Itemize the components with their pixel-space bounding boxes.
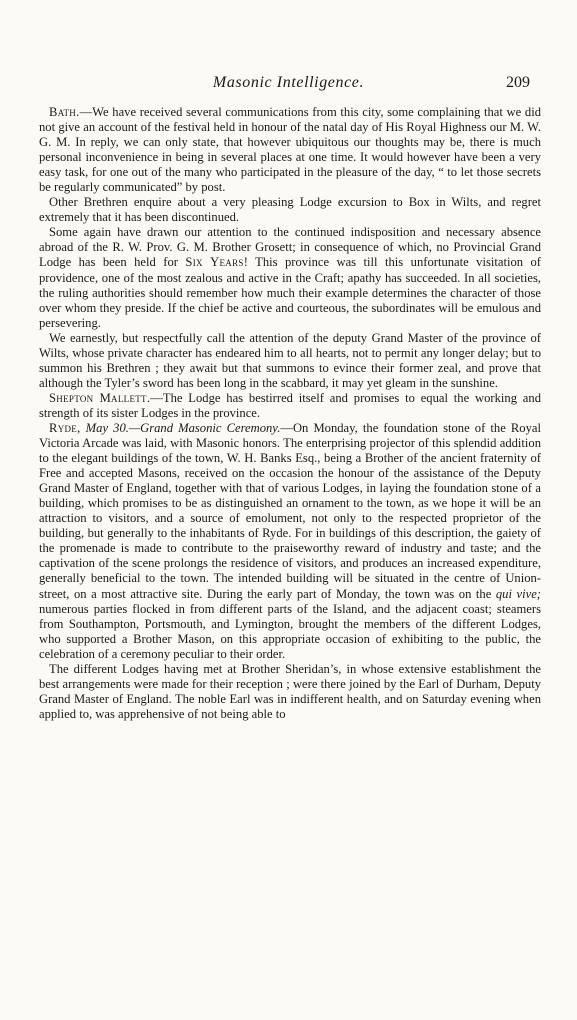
paragraph-text: —We have received several communications from this city, some complaining that we did not give an account of the festival held in honour of the natal day of His Royal Highness our M. W. G. M. In reply, we can only state, that however ubiquitous our thoughts may be, there is much personal inconvenience in being in several places at one time. It would however have been a very easy task, for one out of the many who participated in the pleasure of the day, “ to let those secrets be regularly communicated” by post.: [39, 105, 541, 195]
paragraph-ryde: [39, 421, 541, 662]
paragraph-tail: ! This province was till this unfortunate visitation of providence, one of the most zealous and active in the Craft; apathy has succeeded. In all societies, the ruling authorities should remember how much their example determines the character of those over whom they preside. If the chief be active and courteous, the subordinates will be emulous and persevering.: [39, 255, 541, 330]
paragraph-shepton-mallett: [39, 391, 541, 421]
paragraph-text: —The Lodge has bestirred itself and promises to equal the working and strength of its sister Lodges in the province.: [39, 390, 541, 420]
paragraph-box-excursion: [39, 195, 541, 225]
paragraph-lead-italic: May 30.—Grand Masonic Ceremony.: [80, 420, 281, 435]
paragraph-text: Other Brethren enquire about a very pleasing Lodge excursion to Box in Wilts, and regret extremely that it has been discontinued.: [39, 195, 541, 225]
paragraph-bath: [39, 105, 541, 195]
paragraph-lead: Ryde,: [49, 420, 81, 435]
page-header: [0, 74, 577, 98]
paragraph-lead: Bath.: [49, 105, 80, 119]
paragraph-emphasis: Six Years: [185, 255, 244, 270]
paragraph-wilts-appeal: [39, 331, 541, 391]
paragraph-indisposition: [39, 225, 541, 330]
paragraph-lead: Shepton Mallett.: [49, 390, 151, 405]
page-number: 209: [506, 74, 530, 91]
paragraph-text: Some again have drawn our attention to the continued indisposition and necessary absence abroad of the R. W. Prov. G. M. Brother Grosett; in consequence of which, no Provincial Grand Lodge has been held for: [39, 225, 541, 270]
paragraph-emphasis: qui vive;: [495, 586, 541, 601]
body-text: [39, 105, 541, 722]
paragraph-text: We earnestly, but respectfully call the attention of the deputy Grand Master of the province of Wilts, whose private character has endeared him to all hearts, not to permit any longer delay; but to summon his Brethren ; they await but that summons to evince their former zeal, and prove that although the Tyler’s sword has been long in the scabbard, it may yet gleam in the sunshine.: [39, 330, 541, 390]
paragraph-tail: numerous parties flocked in from different parts of the Island, and the adjacent coast; steamers from Southampton, Portsmouth, and Lymington, brought the members of the different Lodges, who supported a Brother Mason, on this appropriate occasion of exhibiting to the public, the celebration of a ceremony peculiar to their order.: [39, 601, 541, 661]
paragraph-text: —On Monday, the foundation stone of the Royal Victoria Arcade was laid, with Masonic honors. The enterprising projector of this splendid addition to the elegant buildings of the town, W. H. Banks Esq., being a Brother of the ancient fraternity of Free and accepted Masons, received on the occasion the honour of the assistance of the Deputy Grand Master of England, together with that of various Lodges, in laying the foundation stone of a building, which promises to be as distinguished an ornament to the town, as we hope it will be an attraction to visitors, and a source of emolument, not only to the respected proprietor of the building, but generally to the inhabitants of Ryde. For in buildings of this description, the gaiety of the promenade is made to contribute to the praiseworthy reward of industry and taste; and the captivation of the scene prolongs the residence of visitors, and produces an increased expenditure, generally beneficial to the town. The intended building will be situated in the centre of Union-street, on a most attractive site. During the early part of Monday, the town was on the: [39, 420, 541, 601]
running-title: Masonic Intelligence.: [212, 74, 365, 91]
paragraph-lodges-met: [39, 662, 541, 722]
paragraph-text: The different Lodges having met at Brother Sheridan’s, in whose extensive establishment the best arrangements were made for their reception ; were there joined by the Earl of Durham, Deputy Grand Master of England. The noble Earl was in indifferent health, and on Saturday evening when applied to, was apprehensive of not being able to: [39, 661, 541, 721]
